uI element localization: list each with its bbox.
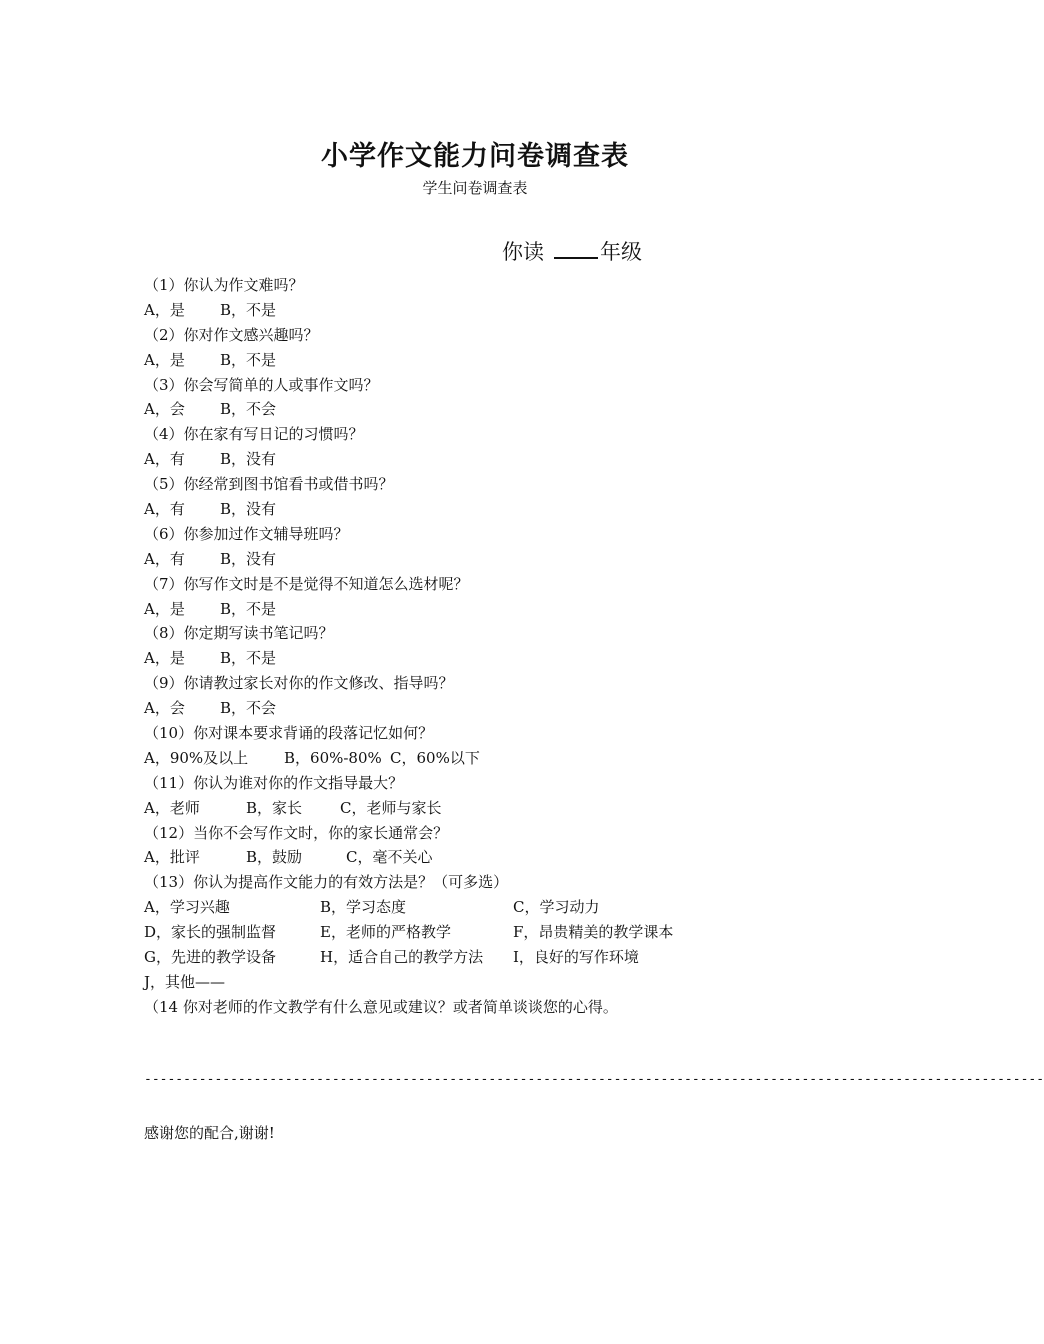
- option-row: [144, 447, 784, 472]
- option[interactable]: B，家长: [246, 798, 303, 817]
- question-text: （7）你写作文时是不是觉得不知道怎么选材呢？: [144, 574, 469, 593]
- option[interactable]: F，昂贵精美的教学课本: [513, 923, 674, 942]
- option-row: [144, 945, 784, 970]
- option-row: [144, 796, 784, 821]
- option-row: [144, 597, 784, 622]
- option[interactable]: B，不是: [220, 599, 277, 618]
- option[interactable]: A，是: [144, 350, 185, 369]
- option[interactable]: A，有: [144, 500, 185, 519]
- option[interactable]: B，学习态度: [320, 898, 407, 917]
- question-text: （11）你认为谁对你的作文指导最大？: [144, 773, 404, 792]
- option[interactable]: A，90%及以上: [144, 748, 249, 767]
- question-text: （13）你认为提高作文能力的有效方法是？（可多选）: [144, 873, 509, 892]
- option[interactable]: D，家长的强制监督: [144, 923, 277, 942]
- option[interactable]: A，批评: [144, 848, 200, 867]
- grade-blank[interactable]: [554, 239, 598, 259]
- option[interactable]: E，老师的严格教学: [320, 923, 451, 942]
- option-row: [144, 845, 784, 870]
- thanks-text: 感谢您的配合,谢谢!: [144, 1124, 275, 1142]
- option-row: [144, 348, 784, 373]
- option-row: [144, 920, 784, 945]
- grade-prefix: 你读: [502, 240, 544, 264]
- option[interactable]: B，鼓励: [246, 848, 303, 867]
- option[interactable]: A，是: [144, 599, 185, 618]
- option-row: [144, 397, 784, 422]
- option[interactable]: A，有: [144, 450, 185, 469]
- question-list: [144, 273, 784, 1020]
- option[interactable]: A，会: [144, 400, 185, 419]
- option[interactable]: I，良好的写作环境: [513, 948, 639, 967]
- question-text: （9）你请教过家长对你的作文修改、指导吗？: [144, 674, 454, 693]
- option[interactable]: C，60%以下: [390, 748, 480, 767]
- question-text: （6）你参加过作文辅导班吗？: [144, 524, 349, 543]
- grade-line: [502, 236, 642, 266]
- option-row: [144, 746, 784, 771]
- option[interactable]: B，不是: [220, 649, 277, 668]
- page-subtitle: 学生问卷调查表: [422, 179, 528, 197]
- option[interactable]: A，是: [144, 300, 185, 319]
- option[interactable]: B，不是: [220, 350, 277, 369]
- option[interactable]: H，适合自己的教学方法: [320, 948, 484, 967]
- question-text: （4）你在家有写日记的习惯吗？: [144, 425, 364, 444]
- option[interactable]: C，毫不关心: [346, 848, 433, 867]
- option[interactable]: C，学习动力: [513, 898, 600, 917]
- page-title: 小学作文能力问卷调查表: [321, 141, 629, 172]
- option-row: [144, 497, 784, 522]
- option-row: [144, 646, 784, 671]
- question-text: （1）你认为作文难吗？: [144, 276, 304, 294]
- answer-divider: -------------------------------------------------------------------------------------------------------------------: [144, 1072, 1044, 1087]
- question-text: （8）你定期写读书笔记吗？: [144, 624, 334, 643]
- question-text: （2）你对作文感兴趣吗？: [144, 325, 319, 344]
- option[interactable]: A，有: [144, 549, 185, 568]
- option[interactable]: B，没有: [220, 450, 277, 469]
- option[interactable]: B，没有: [220, 500, 277, 519]
- option[interactable]: C，老师与家长: [340, 798, 442, 817]
- option-row: [144, 547, 784, 572]
- option-other[interactable]: J，其他——: [144, 972, 226, 991]
- option-row: [144, 696, 784, 721]
- option[interactable]: G，先进的教学设备: [144, 948, 276, 967]
- question-text: （5）你经常到图书馆看书或借书吗？: [144, 475, 394, 494]
- option[interactable]: B，没有: [220, 549, 277, 568]
- option[interactable]: A，是: [144, 649, 185, 668]
- option-row: [144, 298, 784, 323]
- question-text: （10）你对课本要求背诵的段落记忆如何？: [144, 724, 434, 743]
- option[interactable]: B，不会: [220, 400, 277, 419]
- option[interactable]: A，学习兴趣: [144, 898, 230, 917]
- option[interactable]: A，老师: [144, 798, 200, 817]
- grade-suffix: 年级: [600, 240, 642, 264]
- question-text: （14 你对老师的作文教学有什么意见或建议？或者简单谈谈您的心得。: [144, 997, 618, 1016]
- option[interactable]: B，不会: [220, 699, 277, 718]
- option[interactable]: B，不是: [220, 300, 277, 319]
- question-text: （3）你会写简单的人或事作文吗？: [144, 375, 379, 394]
- option[interactable]: A，会: [144, 699, 185, 718]
- option[interactable]: B，60%-80%: [284, 748, 382, 767]
- question-text: （12）当你不会写作文时，你的家长通常会？: [144, 823, 449, 842]
- option-row: [144, 895, 784, 920]
